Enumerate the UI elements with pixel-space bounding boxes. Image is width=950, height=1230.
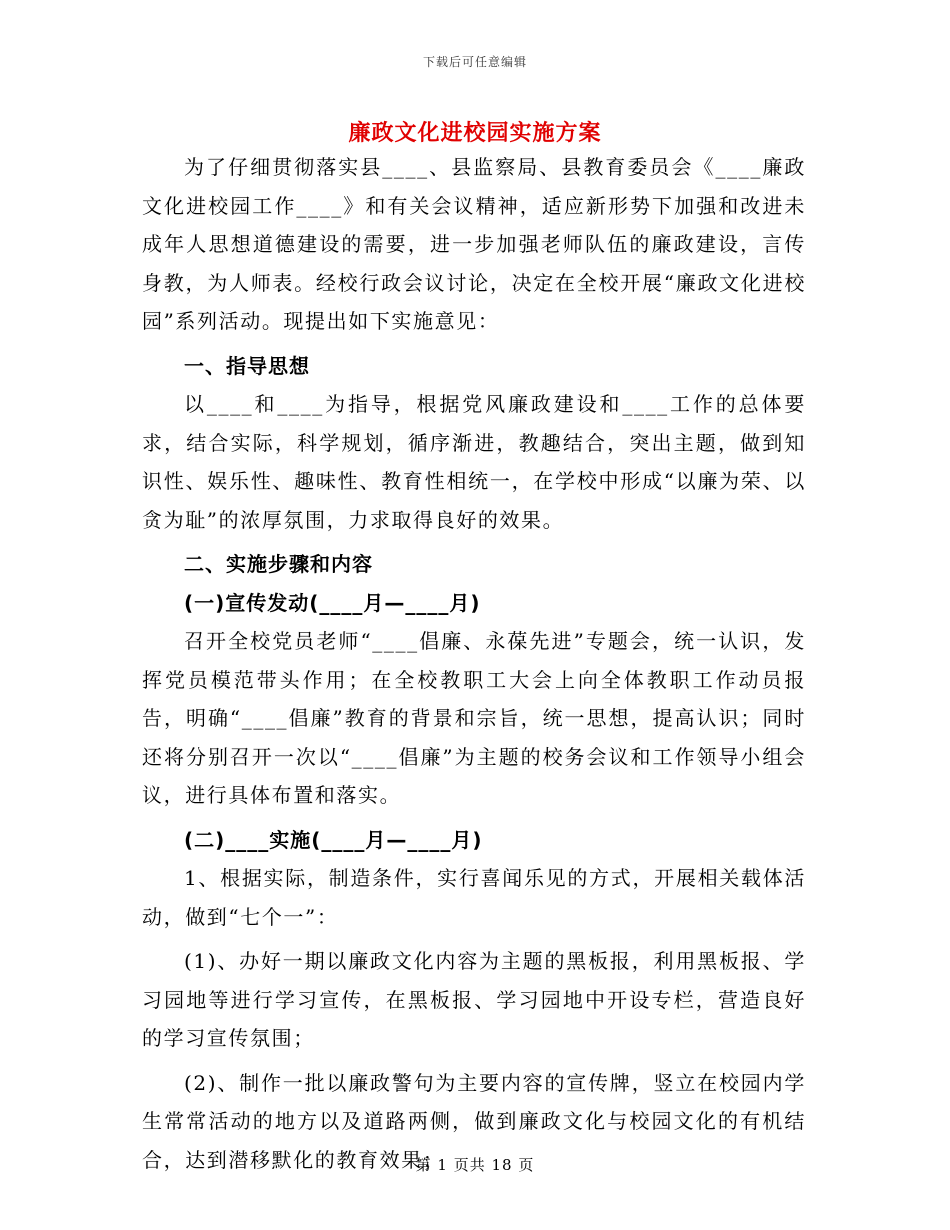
document-title: 廉政文化进校园实施方案 xyxy=(348,121,602,146)
subsection-heading-implementation: (二)____实施(____月—____月) xyxy=(184,827,483,852)
section-heading-guiding-ideology: 一、指导思想 xyxy=(184,353,310,378)
subsection-paragraph-publicity: 召开全校党员老师“____倡廉、永葆先进”专题会，统一认识，发挥党员模范带头作用；在全校教职工大会上向全体教职工作动员报告，明确“____倡廉”教育的背景和宗旨，统一思想，提高认识；同时还将分别召开一次以“____倡廉”为主题的校务会议和工作领导小组会议，进行具体布置和落实。 xyxy=(142,629,806,807)
intro-paragraph: 为了仔细贯彻落实县____、县监察局、县教育委员会《____廉政文化进校园工作____》和有关会议精神，适应新形势下加强和改进未成年人思想道德建设的需要，进一步加强老师队伍的廉政建设，言传身教，为人师表。经校行政会议讨论，决定在全校开展“廉政文化进校园”系列活动。现提出如下实施意见： xyxy=(142,155,806,333)
list-item-blackboard: (1)、办好一期以廉政文化内容为主题的黑板报，利用黑板报、学习园地等进行学习宣传，在黑板报、学习园地中开设专栏，营造良好的学习宣传氛围； xyxy=(142,949,806,1050)
section-paragraph-guiding-ideology: 以____和____为指导，根据党风廉政建设和____工作的总体要求，结合实际，科学规划，循序渐进，教趣结合，突出主题，做到知识性、娱乐性、趣味性、教育性相统一，在学校中形成“以廉为荣、以贪为耻”的浓厚氛围，力求取得良好的效果。 xyxy=(142,392,806,532)
list-item-activities: 1、根据实际，制造条件，实行喜闻乐见的方式，开展相关载体活动，做到“七个一”： xyxy=(142,866,806,929)
page-header-note: 下载后可任意编辑 xyxy=(422,55,527,69)
list-item-signboards: (2)、制作一批以廉政警句为主要内容的宣传牌，竖立在校园内学生常常活动的地方以及道路两侧，做到廉政文化与校园文化的有机结合，达到潜移默化的教育效果； xyxy=(142,1070,806,1172)
section-heading-steps: 二、实施步骤和内容 xyxy=(184,552,373,576)
subsection-heading-publicity: (一)宣传发动(____月—____月) xyxy=(184,590,481,615)
document-body xyxy=(142,148,806,1179)
page-footer-number: 第 1 页共 18 页 xyxy=(415,1156,535,1174)
